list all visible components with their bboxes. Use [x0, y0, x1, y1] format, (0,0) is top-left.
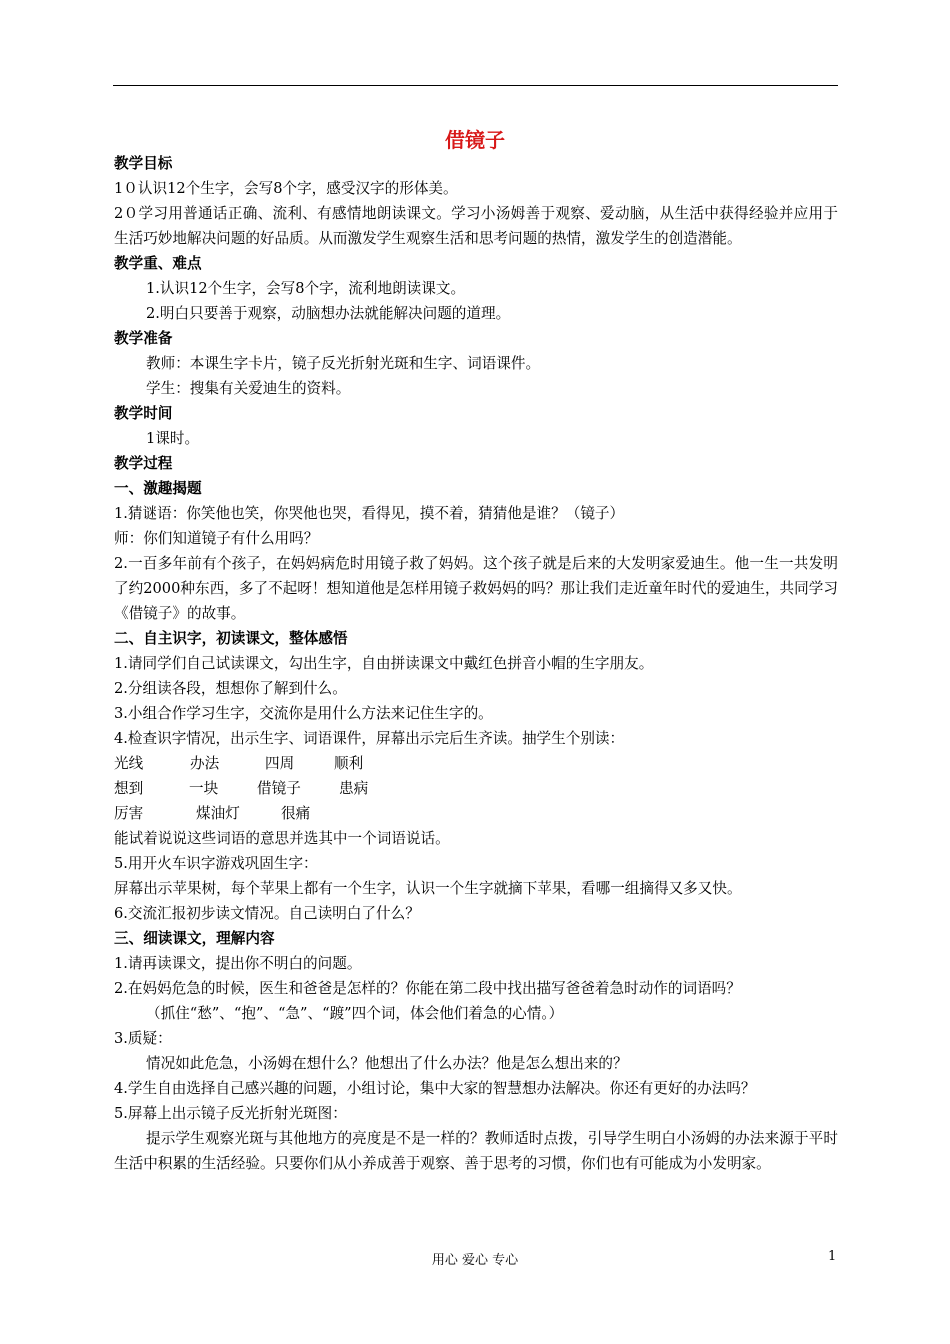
word: 很痛: [281, 805, 311, 822]
page-number: 1: [828, 1249, 837, 1264]
heading-process: 教学过程: [114, 455, 173, 472]
step-3-3: 3.质疑：: [114, 1030, 172, 1047]
step-2-4: 4.检查识字情况，出示生字、词语课件，屏幕出示完后生齐读。抽学生个别读：: [114, 730, 625, 747]
heading-preparation: 教学准备: [114, 330, 173, 347]
word: 一块: [189, 780, 219, 797]
step-3-5: 5.屏幕上出示镜子反光折射光斑图：: [114, 1105, 347, 1122]
heading-time: 教学时间: [114, 405, 173, 422]
step-1-3: 2.一百多年前有个孩子，在妈妈病危时用镜子救了妈妈。这个孩子就是后来的大发明家爱迪生。他一生一共发明了约2000种东西，多了不起呀！想知道他是怎样用镜子救妈妈的吗？那让我们走近童年时代的爱迪生，共同学习《借镜子》的故事。: [114, 555, 838, 622]
step-2-2: 2.分组读各段，想想你了解到什么。: [114, 680, 347, 697]
key-point-2: 2.明白只要善于观察，动脑想办法就能解决问题的道理。: [146, 305, 511, 322]
word: 患病: [339, 780, 369, 797]
word: 办法: [190, 755, 220, 772]
prep-student: 学生：搜集有关爱迪生的资料。: [146, 380, 351, 397]
step-2-1: 1.请同学们自己试读课文，勾出生字，自由拼读课文中戴红色拼音小帽的生字朋友。: [114, 655, 654, 672]
objective-2: 2０学习用普通话正确、流利、有感情地朗读课文。学习小汤姆善于观察、爱动脑，从生活中获得经验并应用于生活巧妙地解决问题的好品质。从而激发学生观察生活和思考问题的热情，激发学生的创造潜能。: [114, 205, 838, 247]
word: 厉害: [114, 805, 144, 822]
step-2-8: 6.交流汇报初步读文情况。自己读明白了什么？: [114, 905, 420, 922]
key-point-1: 1.认识12个生字，会写8个字，流利地朗读课文。: [146, 280, 466, 297]
word-row: [114, 801, 838, 826]
step-2-5: 能试着说说这些词语的意思并选其中一个词语说话。: [114, 830, 450, 847]
word-row: [114, 751, 838, 776]
document-body: [114, 151, 838, 1176]
word: 借镜子: [257, 780, 301, 797]
word: 顺利: [334, 755, 364, 772]
word: 光线: [114, 755, 144, 772]
footer-motto: 用心 爱心 专心: [431, 1253, 519, 1268]
word-row: [114, 776, 838, 801]
document-title: 借镜子: [445, 128, 505, 152]
step-2-6: 5.用开火车识字游戏巩固生字：: [114, 855, 318, 872]
objective-1: 1０认识12个生字，会写8个字，感受汉字的形体美。: [114, 180, 458, 197]
step-1-2: 师：你们知道镜子有什么用吗？: [114, 530, 319, 547]
subheading-1: 一、激趣揭题: [114, 480, 202, 497]
subheading-3: 三、细读课文，理解内容: [114, 930, 275, 947]
step-3-4: 4.学生自由选择自己感兴趣的问题，小组讨论，集中大家的智慧想办法解决。你还有更好的办法吗？: [114, 1080, 756, 1097]
step-3-3-detail: 情况如此危急，小汤姆在想什么？他想出了什么办法？他是怎么想出来的？: [146, 1055, 628, 1072]
word: 煤油灯: [196, 805, 240, 822]
step-3-5-detail: 提示学生观察光斑与其他地方的亮度是不是一样的？教师适时点拨，引导学生明白小汤姆的办法来源于平时生活中积累的生活经验。只要你们从小养成善于观察、善于思考的习惯，你们也有可能成为小发明家。: [114, 1130, 838, 1172]
header-rule: [113, 85, 838, 86]
word: 想到: [114, 780, 144, 797]
time-value: 1课时。: [146, 430, 200, 447]
step-3-2: 2.在妈妈危急的时候，医生和爸爸是怎样的？你能在第二段中找出描写爸爸着急时动作的词语吗？: [114, 980, 741, 997]
page-footer: [0, 1249, 950, 1269]
subheading-2: 二、自主识字，初读课文，整体感悟: [114, 630, 348, 647]
step-2-7: 屏幕出示苹果树，每个苹果上都有一个生字，认识一个生字就摘下苹果，看哪一组摘得又多又快。: [114, 880, 742, 897]
word: 四周: [265, 755, 295, 772]
heading-key-points: 教学重、难点: [114, 255, 202, 272]
step-2-3: 3.小组合作学习生字，交流你是用什么方法来记住生字的。: [114, 705, 493, 722]
heading-objectives: 教学目标: [114, 155, 173, 172]
step-3-2-note: （抓住“愁”、“抱”、“急”、“踱”四个词，体会他们着急的心情。）: [146, 1005, 564, 1022]
prep-teacher: 教师：本课生字卡片，镜子反光折射光斑和生字、词语课件。: [146, 355, 541, 372]
step-3-1: 1.请再读课文，提出你不明白的问题。: [114, 955, 362, 972]
step-1-1: 1.猜谜语：你笑他也笑，你哭他也哭，看得见，摸不着，猜猜他是谁？（镜子）: [114, 505, 625, 522]
